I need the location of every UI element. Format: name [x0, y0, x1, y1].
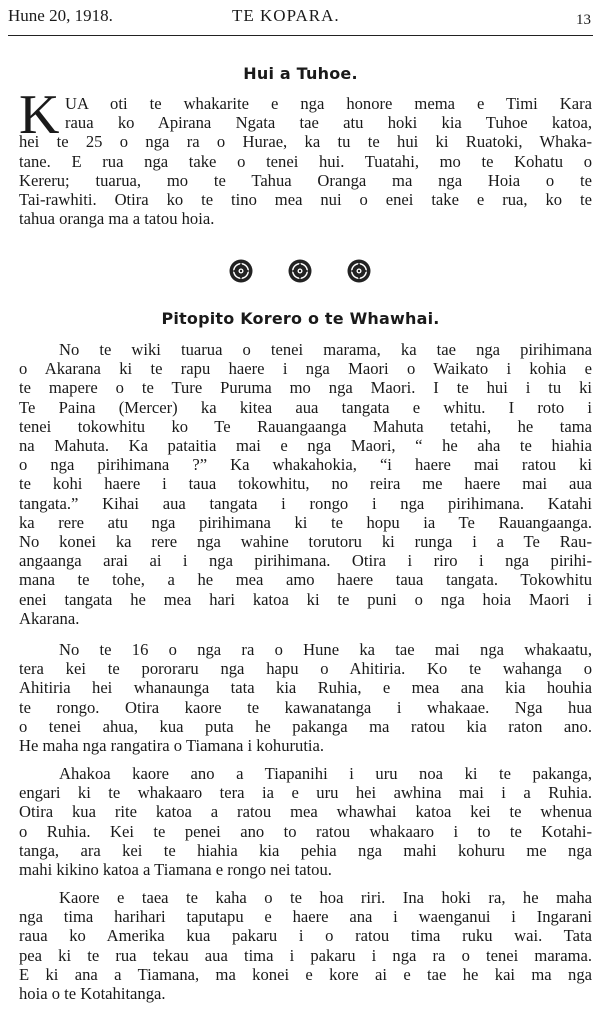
text-line: tenei tokowhitu ko Te Rauangaanga Mahuta tetahi, he tama [19, 416, 592, 436]
article-paragraph-1 [19, 340, 592, 628]
text-line: te rongo. Otira kaore te kawanatanga i whakaae. Nga hua [19, 697, 592, 717]
text-line: tangata.” Kihai aua tangata i rongo i nga pirihimana. Katahi [19, 493, 592, 513]
text-line: E ki ana a Tiamana, ma konei e kore ai e tae he kai ma nga [19, 964, 592, 984]
text-line: te mapere o te Ture Puruma mo nga Maori. I te hui i tu ki [19, 378, 592, 398]
page-number: 13 [576, 12, 591, 28]
text-line: ka rere atu nga pirihimana ki te hopu ia Te Rauangaanga. [19, 512, 592, 532]
text-line: Te Paina (Mercer) ka kitea aua tangata e whitu. I roto i [19, 397, 592, 417]
text-line: o tenei ahua, kua puta he pakanga ma ratou kia raton ano. [19, 716, 592, 736]
text-line: tane. E rua nga take o tenei hui. Tuatahi, mo te Kohatu o [19, 151, 592, 171]
article-paragraph-2 [19, 640, 592, 755]
text-line: o Akarana ki te rapu haere i nga Maori o Waikato i kohia e [19, 359, 592, 379]
text-line: te kohi haere i taua tokowhitu, no reira me haere mai aua [19, 474, 592, 494]
text-line: hei te 25 o nga ra o Hurae, ka tu te hui ki Ruatoki, Whaka- [19, 132, 592, 152]
text-line: tera kei te pororaru nga hapu o Ahitiria. Ko te wahanga o [19, 659, 592, 679]
drop-cap: K [19, 84, 60, 146]
text-line: Tai-rawhiti. Otira ko te tino mea nui o enei take e rua, ko te [19, 190, 592, 210]
flower-ornament-icon [287, 258, 313, 284]
text-line: Kereru; tuarua, mo te Tahua Oranga ma nga Hoia o te [19, 170, 592, 190]
text-line: He maha nga rangatira o Tiamana i kohurutia. [19, 736, 325, 756]
flower-ornament-icon [346, 258, 372, 284]
text-line: mana te tohe, a he mea amo haere taua tangata. Tokowhitu [19, 570, 592, 590]
article-body-hui-a-tuhoe [19, 84, 592, 229]
text-line: enei tangata he mea hari katoa ki te puni o nga hoia Maori i [19, 589, 592, 609]
text-line: nga tima harihari taputapu e haere ana i waenganui i Ingarani [19, 907, 592, 927]
text-line: hoia o te Kotahitanga. [19, 984, 166, 1004]
text-line: tahua oranga ma a tatou hoia. [19, 209, 215, 229]
header-rule [8, 35, 593, 36]
issue-date: Hune 20, 1918. [8, 6, 113, 25]
text-line: UA oti te whakarite e nga honore mema e Timi Kara [65, 94, 592, 113]
publication-title: TE KOPARA. [232, 6, 340, 25]
text-line: raua ko Amerika kua pakaru i o ratou tima ruku wai. Tata [19, 926, 592, 946]
article-title-hui-a-tuhoe: Hui a Tuhoe. [243, 64, 358, 83]
text-line: No konei ka rere nga wahine torutoru ki runga i a Te Rau- [19, 532, 592, 552]
text-line: na Mahuta. Ka pataitia mai e nga Maori, “ he aha te hiahia [19, 436, 592, 456]
section-ornaments [228, 258, 373, 284]
text-line: Ahakoa kaore ano a Tiapanihi i uru noa ki te pakanga, [59, 764, 592, 783]
text-line: o nga pirihimana ?” Ka whakahokia, “i haere mai ratou ki [19, 455, 592, 475]
article-title-pitopito-korero: Pitopito Korero o te Whawhai. [161, 309, 440, 328]
article-paragraph-4 [19, 888, 592, 1003]
text-line: angaanga arai ai i nga pirihimana. Otira i riro i nga pirihi- [19, 551, 592, 571]
text-line: Otira kua rite katoa a ratou mea whawhai katoa kei te whenua [19, 802, 592, 822]
article-paragraph-3 [19, 764, 592, 879]
text-line: o Ruhia. Kei te penei ano to ratou whakaaro i to te Kotahi- [19, 821, 592, 841]
text-line: Ahitiria hei whanaunga tata kia Ruhia, e mea ana kia houhia [19, 678, 592, 698]
text-line: Akarana. [19, 608, 80, 628]
text-line: Kaore e taea te kaha o te hoa riri. Ina hoki ra, he maha [59, 888, 592, 907]
flower-ornament-icon [228, 258, 254, 284]
text-line: tanga, ara kei te hiahia kia pehia nga mahi kohuru me nga [19, 840, 592, 860]
text-line: raua ko Apirana Ngata tae atu hoki kia Tuhoe katoa, [65, 113, 592, 133]
running-header [8, 6, 593, 28]
text-line: pea ki te rua tekau aua tima i pakaru i nga ra o tenei marama. [19, 945, 592, 965]
text-line: No te wiki tuarua o tenei marama, ka tae nga pirihimana [59, 340, 592, 359]
text-line: No te 16 o nga ra o Hune ka tae mai nga whakaatu, [59, 640, 592, 659]
text-line: mahi kikino katoa a Tiamana e rongo nei tatou. [19, 860, 332, 880]
text-line: engari ki te whakaaro tera ia e uru hei awhina mai i a Ruhia. [19, 783, 592, 803]
